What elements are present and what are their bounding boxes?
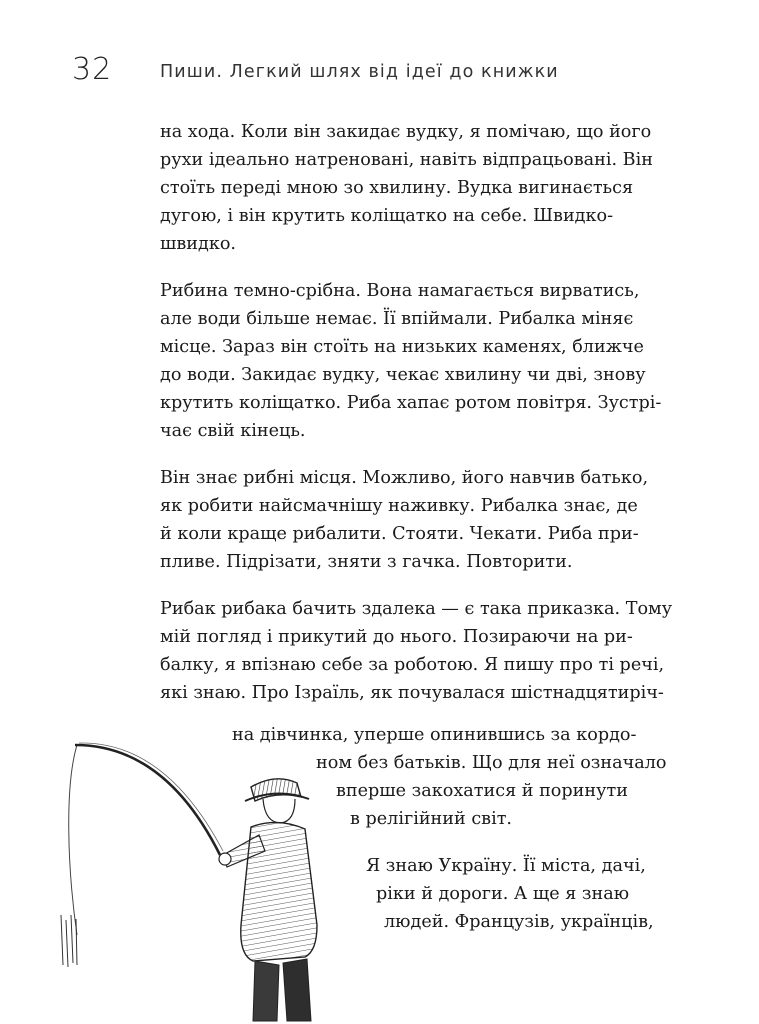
text-line: до води. Закидає вудку, чекає хвилину чи дві, знову <box>160 365 646 385</box>
text-line: вперше закохатися й поринути <box>336 781 628 801</box>
running-title: Пиши. Легкий шлях від ідеї до книжки <box>160 62 559 82</box>
text-line: пливе. Підрізати, зняти з гачка. Повторити. <box>160 552 573 572</box>
text-line: стоїть переді мною зо хвилину. Вудка вигинається <box>160 178 634 198</box>
text-line: місце. Зараз він стоїть на низьких каменях, ближче <box>160 337 644 357</box>
text-line: на дівчинка, уперше опинившись за кордо- <box>232 725 637 745</box>
text-line: людей. Французів, українців, <box>384 912 654 932</box>
fisherman-illustration <box>55 725 345 1024</box>
text-line: крутить коліщатко. Риба хапає ротом повітря. Зустрі- <box>160 393 662 413</box>
text-line: як робити найсмачнішу наживку. Рибалка знає, де <box>160 496 638 516</box>
text-line: мій погляд і прикутий до нього. Позираючи на ри- <box>160 627 633 647</box>
text-line: на хода. Коли він закидає вудку, я помічаю, що його <box>160 122 652 142</box>
text-line: рухи ідеально натреновані, навіть відпрацьовані. Він <box>160 150 653 170</box>
text-line: які знаю. Про Ізраїль, як почувалася шістнадцятиріч- <box>160 683 664 703</box>
text-line: балку, я впізнаю себе за роботою. Я пишу про ті речі, <box>160 655 665 675</box>
text-line: дугою, і він крутить коліщатко на себе. Швидко- <box>160 206 614 226</box>
text-line: ном без батьків. Що для неї означало <box>316 753 667 773</box>
page-number: 32 <box>72 52 113 87</box>
text-line: Рибина темно-срібна. Вона намагається вирватись, <box>160 281 640 301</box>
text-line: але води більше немає. Її впіймали. Рибалка міняє <box>160 309 634 329</box>
page-header <box>72 52 719 96</box>
text-line: Рибак рибака бачить здалека — є така приказка. Тому <box>160 599 673 619</box>
text-line: Він знає рибні місця. Можливо, його навчив батько, <box>160 468 649 488</box>
text-line: швидко. <box>160 234 237 254</box>
text-line: ріки й дороги. А ще я знаю <box>376 884 630 904</box>
text-line: чає свій кінець. <box>160 421 306 441</box>
text-line: Я знаю Україну. Її міста, дачі, <box>366 856 646 876</box>
text-line: в релігійний світ. <box>350 809 513 829</box>
text-line: й коли краще рибалити. Стояти. Чекати. Риба при- <box>160 524 639 544</box>
